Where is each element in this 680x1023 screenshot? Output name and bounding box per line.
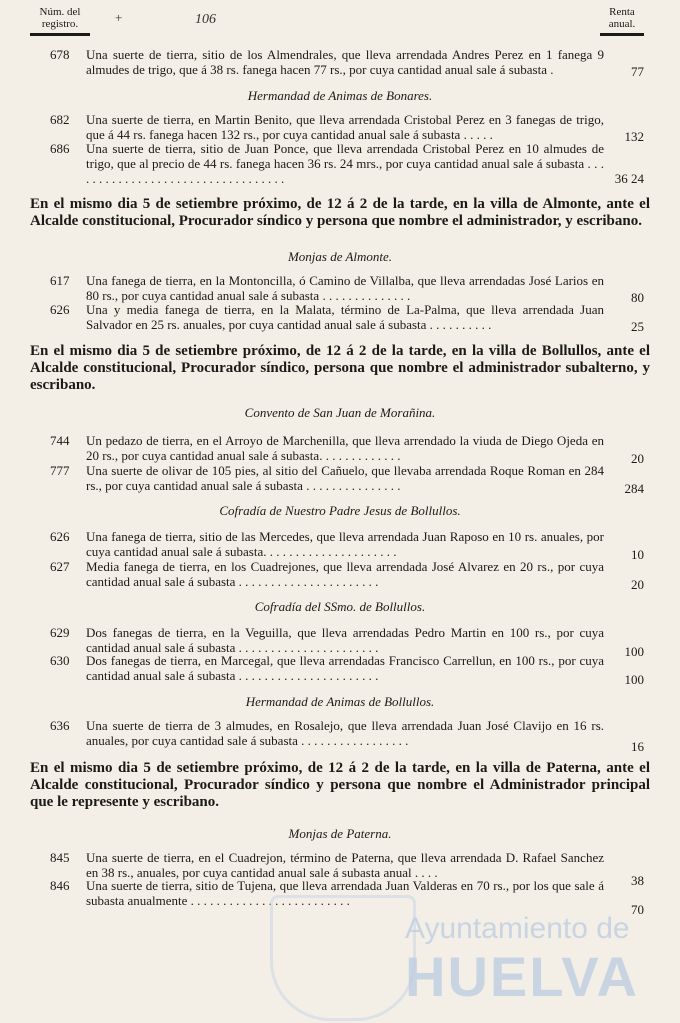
entry-text: Una suerte de tierra, sitio de Tujena, que lleva arrendada Juan Valderas en 70 rs., por los que sale á subasta anualmente . . . . . . . . . . . . . . . . . . . . . . . . . [86,878,604,908]
entry-amount: 100 [624,644,644,659]
watermark-line2: HUELVA [405,945,639,1008]
entry-amount: 100 [624,672,644,687]
entry-amount: 20 [631,577,644,592]
entry-text: Una suerte de tierra, sitio de Juan Ponce, que lleva arrendada Cristobal Perez en 10 almudes de trigo, que al precio de 44 rs. fanega hacen 36 rs. 24 mrs., por cuya cantidad anual sale á subasta . . . . . . . . . . . . . . . . . . . . . . . . . . . . . . . . . . [86,141,604,186]
entry-amount: 38 [631,873,644,888]
entry-text: Una suerte de olivar de 105 pies, al sitio del Cañuelo, que llevaba arrendada Roque Roman en 284 rs., por cuya cantidad anual sale á subasta . . . . . . . . . . . . . . . [86,463,604,493]
entry-text: Una suerte de tierra, en Martin Benito, que lleva arrendada Cristobal Perez en 3 fanegas de trigo, que á 44 rs. fanega hacen 132 rs., por cuya cantidad anual sale á subasta . . . . . [86,112,604,142]
entry-text: Un pedazo de tierra, en el Arroyo de Marchenilla, que lleva arrendado la viuda de Diego Ojeda en 20 rs., por cuya cantidad anual sale á subasta. . . . . . . . . . . . . [86,433,604,463]
section-heading: Hermandad de Animas de Bollullos. [245,694,435,709]
entry-amount: 80 [631,290,644,305]
entry-amount: 284 [624,481,644,496]
entry-number: 617 [50,273,70,288]
entry-text: Una suerte de tierra, sitio de los Almendrales, que lleva arrendada Andres Perez en 1 fanega 9 almudes de trigo, que á 38 rs. fanega hacen 77 rs., por cuya cantidad anual sale á subasta . [86,47,604,77]
section-heading: Monjas de Paterna. [288,826,392,841]
entry-number: 846 [50,878,70,893]
entry-text: Una fanega de tierra, sitio de las Mercedes, que lleva arrendada Juan Raposo en 10 rs. anuales, por cuya cantidad anual sale á subasta. . . . . . . . . . . . . . . . . . . . . [86,529,604,559]
entry-number: 626 [50,529,70,544]
entry-number: 627 [50,559,70,574]
registry-number-header: Núm. del registro. [30,6,90,36]
entry-amount: 10 [631,547,644,562]
entry-number: 744 [50,433,70,448]
auction-notice-almonte: En el mismo dia 5 de setiembre próximo, de 12 á 2 de la tarde, en la villa de Almonte, ante el Alcalde constitucional, Procurador síndico y persona que nombre el administrador, y escribano. [30,196,650,229]
entry-amount: 77 [631,64,644,79]
entry-number: 626 [50,302,70,317]
entry-number: 682 [50,112,70,127]
entry-number: 629 [50,625,70,640]
section-heading: Convento de San Juan de Morañina. [244,405,436,420]
entry-amount: 20 [631,451,644,466]
entry-amount: 132 [624,129,644,144]
entry-text: Dos fanegas de tierra, en la Veguilla, que lleva arrendadas Pedro Martin en 100 rs., por cuya cantidad anual sale á subasta . . . . . . . . . . . . . . . . . . . . . . [86,625,604,655]
watermark-line1: Ayuntamiento de [405,912,630,945]
entry-number: 678 [50,47,70,62]
entry-number: 636 [50,718,70,733]
entry-amount: 25 [631,319,644,334]
entry-text: Una suerte de tierra de 3 almudes, en Rosalejo, que lleva arrendada Juan José Clavijo en 16 rs. anuales, por cuya cantidad sale á subasta . . . . . . . . . . . . . . . . . [86,718,604,748]
entry-amount: 70 [631,902,644,917]
section-heading: Monjas de Almonte. [287,249,393,264]
entry-text: Una y media fanega de tierra, en la Malata, término de La-Palma, que lleva arrendada Juan Salvador en 25 rs. anuales, por cuya cantidad anual sale á subasta . . . . . . . . . . [86,302,604,332]
section-heading: Cofradía de Nuestro Padre Jesus de Bollullos. [219,503,461,518]
section-heading: Hermandad de Animas de Bonares. [247,88,433,103]
entry-text: Una fanega de tierra, en la Montoncilla, ó Camino de Villalba, que lleva arrendadas José Larios en 80 rs., por cuya cantidad anual sale á subasta . . . . . . . . . . . . . . [86,273,604,303]
entry-number: 686 [50,141,70,156]
city-seal-watermark [270,895,416,1021]
annual-rent-header: Renta anual. [600,6,644,36]
entry-number: 845 [50,850,70,865]
entry-amount: 16 [631,739,644,754]
entry-text: Una suerte de tierra, en el Cuadrejon, término de Paterna, que lleva arrendada D. Rafael Sanchez en 38 rs., anuales, por cuya cantidad anual sale á subasta anual . . . . [86,850,604,880]
handwritten-folio: 106 [195,12,216,27]
entry-amount: 36 24 [614,171,644,186]
auction-notice-paterna: En el mismo dia 5 de setiembre próximo, de 12 á 2 de la tarde, en la villa de Paterna, ante el Alcalde constitucional, Procurador síndico y persona que nombre el Administrador principal que le represente y escribano. [30,760,650,810]
entry-text: Media fanega de tierra, en los Cuadrejones, que lleva arrendada José Alvarez en 20 rs., por cuya cantidad anual sale á subasta . . . . . . . . . . . . . . . . . . . . . . [86,559,604,589]
handwritten-mark: + [115,10,123,25]
section-heading: Cofradía del SSmo. de Bollullos. [254,599,426,614]
auction-notice-bollullos: En el mismo dia 5 de setiembre próximo, de 12 á 2 de la tarde, en la villa de Bollullos, ante el Alcalde constitucional, Procurador síndico, persona que nombre el administrador subalterno, y escribano. [30,343,650,393]
entry-number: 630 [50,653,70,668]
entry-number: 777 [50,463,70,478]
entry-text: Dos fanegas de tierra, en Marcegal, que lleva arrendadas Francisco Carrellun, en 100 rs., por cuya cantidad anual sale á subasta . . . . . . . . . . . . . . . . . . . . . . [86,653,604,683]
